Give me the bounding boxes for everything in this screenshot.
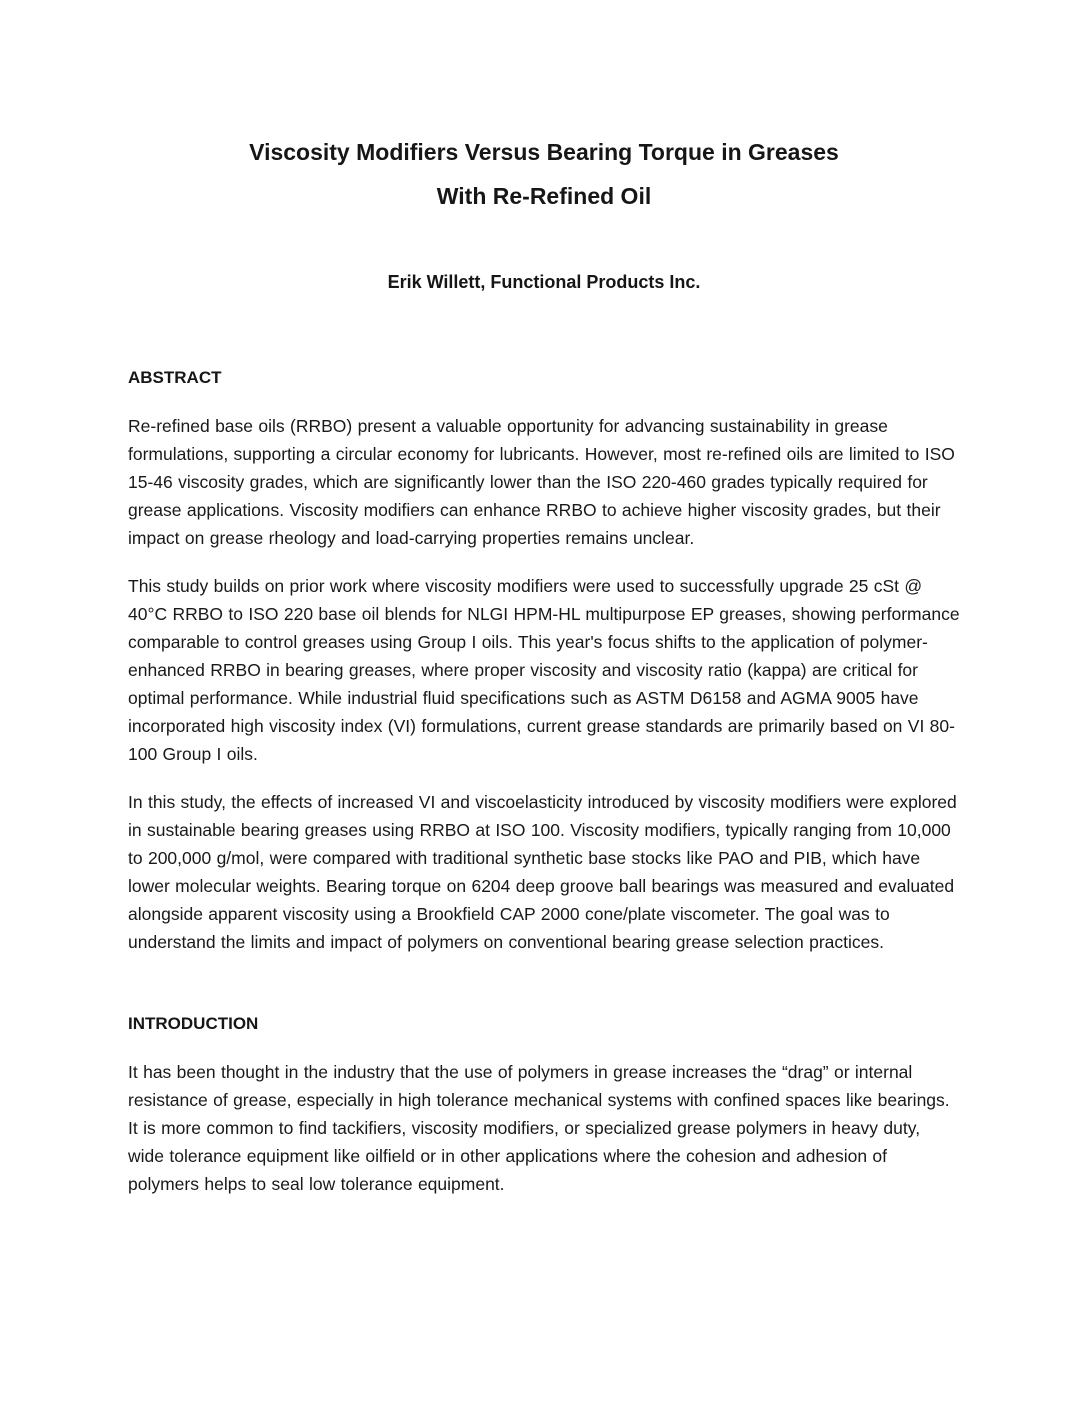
abstract-paragraph-1: Re-refined base oils (RRBO) present a valuable opportunity for advancing sustainability in grease formulations, supporting a circular economy for lubricants. However, most re-refined oils are limited to ISO 15-46 viscosity grades, which are significantly lower than the ISO 220-460 grades typically required for grease applications. Viscosity modifiers can enhance RRBO to achieve higher viscosity grades, but their impact on grease rheology and load-carrying properties remains unclear.: [128, 416, 955, 548]
section-heading-introduction: INTRODUCTION: [128, 1014, 259, 1033]
paper-title: [128, 130, 960, 218]
introduction-paragraph-1: It has been thought in the industry that the use of polymers in grease increases the “drag” or internal resistance of grease, especially in high tolerance mechanical systems with confined spaces like bearings. It is more common to find tackifiers, viscosity modifiers, or specialized grease polymers in heavy duty, wide tolerance equipment like oilfield or in other applications where the cohesion and adhesion of polymers helps to seal low tolerance equipment.: [128, 1062, 950, 1194]
abstract-paragraph-2: This study builds on prior work where viscosity modifiers were used to successfully upgrade 25 cSt @ 40°C RRBO to ISO 220 base oil blends for NLGI HPM-HL multipurpose EP greases, showing performance comparable to control greases using Group I oils. This year's focus shifts to the application of polymer-enhanced RRBO in bearing greases, where proper viscosity and viscosity ratio (kappa) are critical for optimal performance. While industrial fluid specifications such as ASTM D6158 and AGMA 9005 have incorporated high viscosity index (VI) formulations, current grease standards are primarily based on VI 80-100 Group I oils.: [128, 576, 960, 764]
paper-title-line-2: With Re-Refined Oil: [436, 183, 652, 209]
section-heading-abstract: ABSTRACT: [128, 368, 222, 387]
author-line: Erik Willett, Functional Products Inc.: [387, 272, 701, 292]
paper-title-line-1: Viscosity Modifiers Versus Bearing Torque in Greases: [249, 139, 839, 165]
abstract-paragraph-3: In this study, the effects of increased VI and viscoelasticity introduced by viscosity modifiers were explored in sustainable bearing greases using RRBO at ISO 100. Viscosity modifiers, typically ranging from 10,000 to 200,000 g/mol, were compared with traditional synthetic base stocks like PAO and PIB, which have lower molecular weights. Bearing torque on 6204 deep groove ball bearings was measured and evaluated alongside apparent viscosity using a Brookfield CAP 2000 cone/plate viscometer. The goal was to understand the limits and impact of polymers on conventional bearing grease selection practices.: [128, 792, 957, 952]
